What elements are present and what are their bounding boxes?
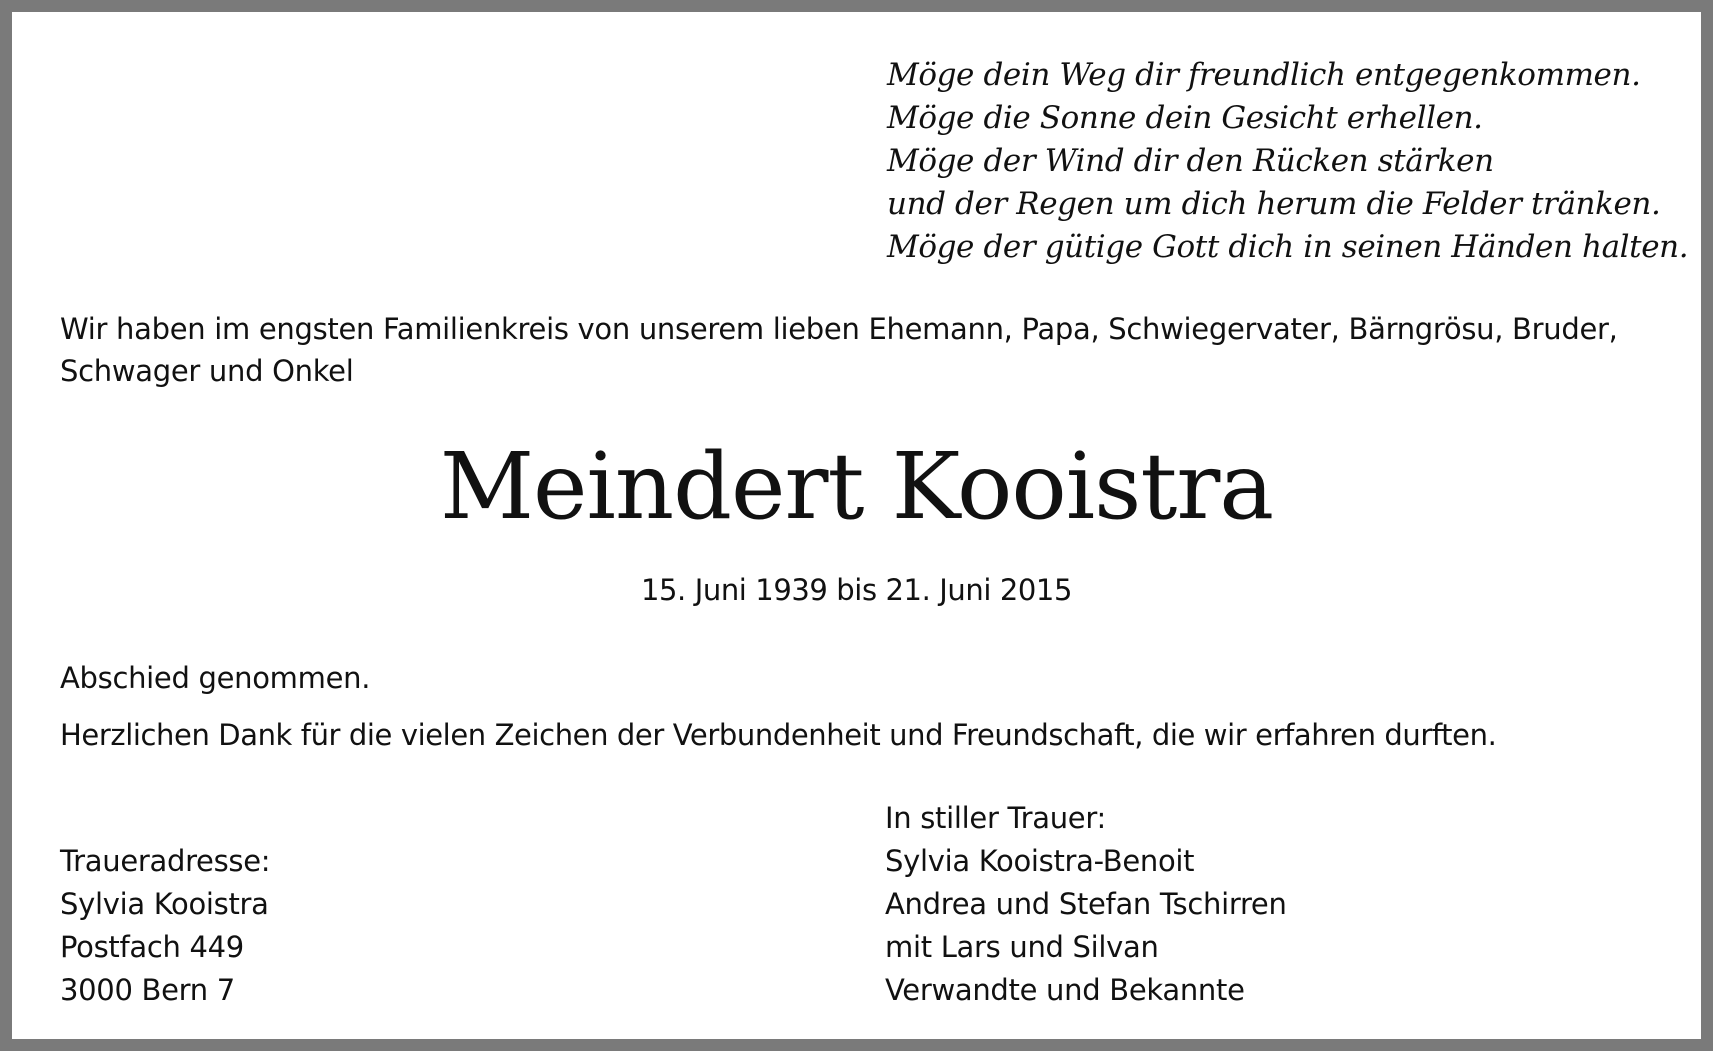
mourner-line: Andrea und Stefan Tschirren xyxy=(885,887,1287,921)
poem-line: Möge die Sonne dein Gesicht erhellen. xyxy=(887,100,1483,136)
mourner-line: Verwandte und Bekannte xyxy=(885,973,1245,1007)
mourner-line: Sylvia Kooistra-Benoit xyxy=(885,844,1195,878)
life-dates: 15. Juni 1939 bis 21. Juni 2015 xyxy=(640,573,1073,607)
mourners-list xyxy=(885,797,1287,1012)
intro-text: Wir haben im engsten Familienkreis von unserem lieben Ehemann, Papa, Schwiegervater, Bärngrösu, Bruder, Schwager und Onkel xyxy=(60,312,1618,388)
address-line: Postfach 449 xyxy=(60,930,244,964)
address-line: Sylvia Kooistra xyxy=(60,887,269,921)
mourning-address xyxy=(60,840,270,1012)
poem-line: und der Regen um dich herum die Felder tränken. xyxy=(887,186,1661,222)
poem-line: Möge dein Weg dir freundlich entgegenkommen. xyxy=(887,57,1641,93)
poem-line: Möge der gütige Gott dich in seinen Händen halten. xyxy=(887,229,1689,265)
thanks-text: Herzlichen Dank für die vielen Zeichen der Verbundenheit und Freundschaft, die wir erfahren durften. xyxy=(60,718,1497,752)
obituary-notice xyxy=(12,12,1701,1039)
poem-line: Möge der Wind dir den Rücken stärken xyxy=(887,143,1494,179)
poem-verse xyxy=(887,54,1688,269)
deceased-name: Meindert Kooistra xyxy=(439,433,1274,540)
mourner-line: mit Lars und Silvan xyxy=(885,930,1159,964)
mourners-heading: In stiller Trauer: xyxy=(885,801,1106,835)
address-heading: Traueradresse: xyxy=(60,844,271,878)
address-line: 3000 Bern 7 xyxy=(60,973,235,1007)
farewell-text: Abschied genommen. xyxy=(60,661,371,695)
